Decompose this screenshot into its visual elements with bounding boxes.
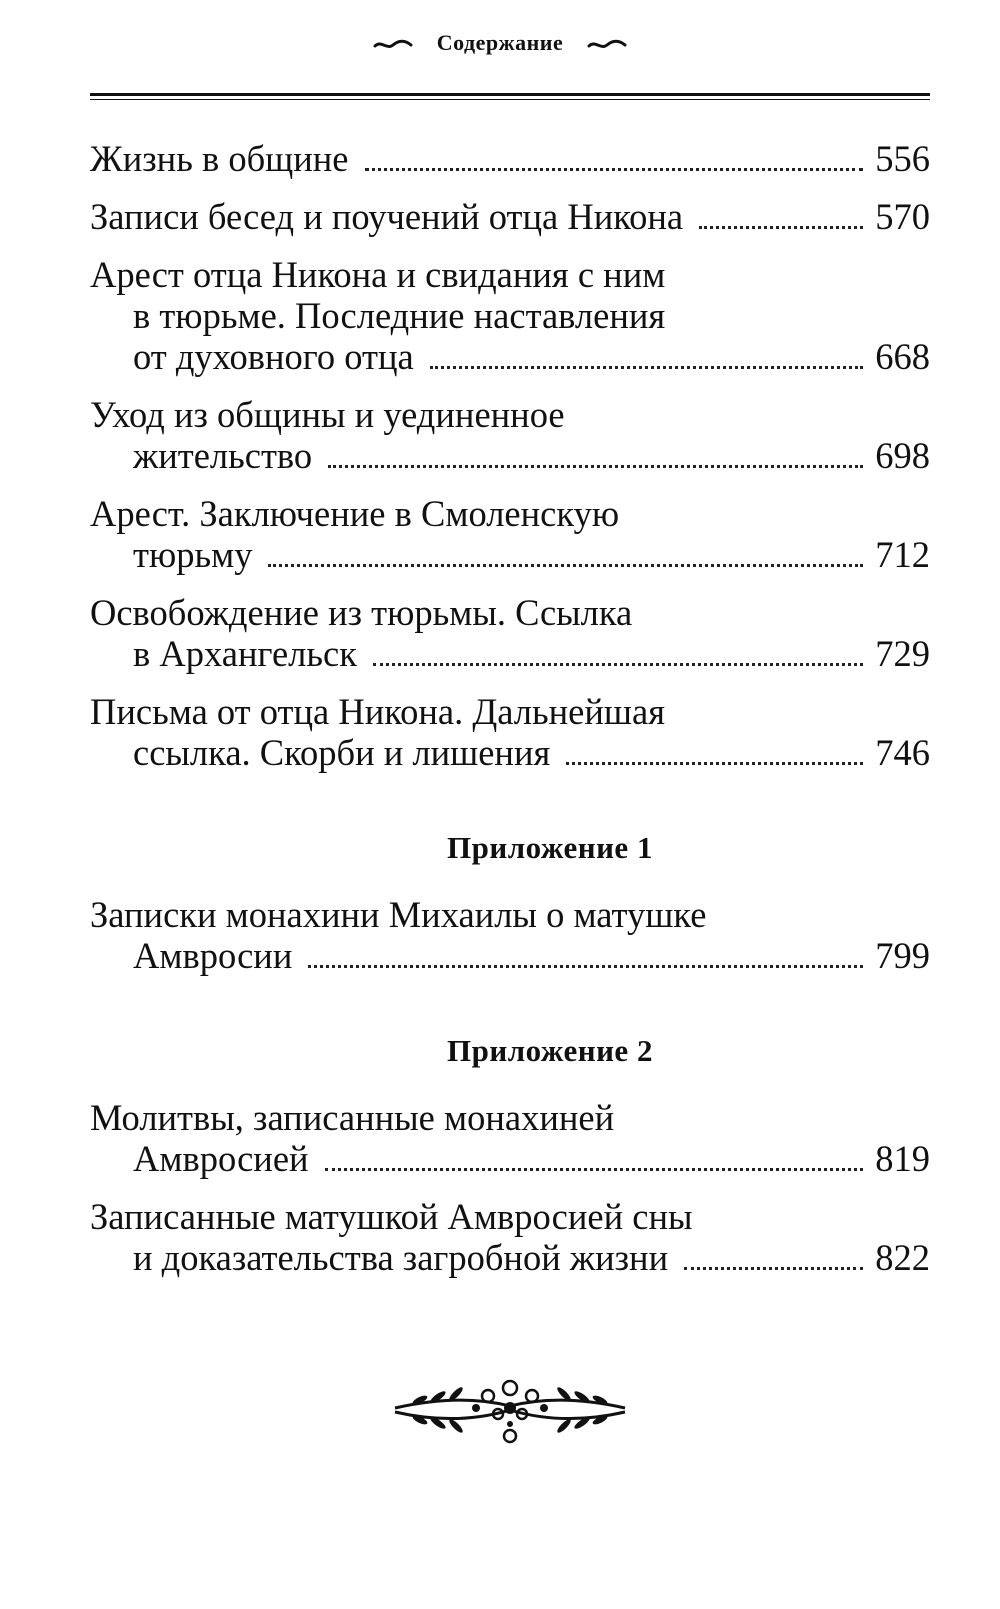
- toc-entry-line: [90, 1138, 930, 1179]
- dot-leader: [328, 465, 863, 468]
- toc-entry-title-line: от духовного отца: [133, 336, 414, 377]
- dot-leader: [373, 663, 863, 666]
- toc-entry-title-line: Записанные матушкой Амвросией сны: [90, 1196, 693, 1237]
- toc-entry-line: [90, 592, 930, 633]
- toc-entry[interactable]: [90, 894, 930, 976]
- toc-entry-line: [90, 435, 930, 476]
- toc-page-number: 729: [875, 633, 930, 674]
- toc-entry-line: [90, 138, 930, 179]
- toc-entry[interactable]: [90, 196, 930, 237]
- toc-entry-line: [90, 633, 930, 674]
- toc-entry[interactable]: [90, 493, 930, 575]
- toc-entry-line: [90, 691, 930, 732]
- toc-entry-title-line: ссылка. Скорби и лишения: [133, 732, 551, 773]
- toc-entry-title-line: жительство: [133, 435, 313, 476]
- toc-entry[interactable]: [90, 691, 930, 773]
- toc-entry-title-line: Арест отца Никона и свидания с ним: [90, 254, 666, 295]
- toc-page-number: 822: [875, 1237, 930, 1278]
- toc-entry-title-line: Записи бесед и поучений отца Никона: [90, 196, 684, 237]
- running-header: [0, 30, 1000, 56]
- toc-page-number: 556: [875, 138, 930, 179]
- toc-entry-title-line: Освобождение из тюрьмы. Ссылка: [90, 592, 633, 633]
- toc-page-number: 570: [875, 196, 930, 237]
- floral-ornament-icon: [390, 1370, 630, 1450]
- toc-entry-line: [90, 493, 930, 534]
- toc-entry-title-line: Жизнь в общине: [90, 138, 349, 179]
- toc-page-number: 799: [875, 935, 930, 976]
- toc-page-number: 746: [875, 732, 930, 773]
- appendix-2-title: Приложение 2: [447, 1033, 653, 1068]
- toc-entry[interactable]: [90, 254, 930, 377]
- toc-entry-title-line: Арест. Заключение в Смоленскую: [90, 493, 620, 534]
- toc-entry-title-line: Амвросией: [133, 1138, 309, 1179]
- toc-entry-line: [90, 894, 930, 935]
- toc-entry-title-line: Амвросии: [133, 935, 293, 976]
- toc-page-number: 698: [875, 435, 930, 476]
- dot-leader: [566, 762, 863, 765]
- dot-leader: [308, 965, 863, 968]
- toc-entry-line: [90, 1097, 930, 1138]
- toc-entry-title-line: и доказательства загробной жизни: [133, 1237, 669, 1278]
- table-of-contents: [90, 138, 930, 1295]
- toc-entry[interactable]: [90, 592, 930, 674]
- toc-page-number: 819: [875, 1138, 930, 1179]
- dot-leader: [699, 226, 863, 229]
- toc-entry-title-line: в Архангельск: [133, 633, 357, 674]
- appendix-1-entries: [90, 894, 930, 976]
- toc-entry[interactable]: [90, 1097, 930, 1179]
- dot-leader: [430, 366, 864, 369]
- header-rule-thick: [90, 93, 930, 96]
- toc-entry-title-line: Молитвы, записанные монахиней: [90, 1097, 615, 1138]
- toc-entry-line: [90, 534, 930, 575]
- toc-entry[interactable]: [90, 394, 930, 476]
- dot-leader: [684, 1267, 863, 1270]
- toc-entry-title-line: Уход из общины и уединенное: [90, 394, 565, 435]
- swash-right-icon: [587, 38, 627, 52]
- toc-entry-title-line: Записки монахини Михаилы о матушке: [90, 894, 707, 935]
- toc-entry-line: [90, 1196, 930, 1237]
- header-title: Содержание: [436, 30, 564, 55]
- toc-entry[interactable]: [90, 138, 930, 179]
- toc-page-number: 712: [875, 534, 930, 575]
- toc-entry-title-line: тюрьму: [133, 534, 253, 575]
- toc-entry-line: [90, 1237, 930, 1278]
- toc-page-number: 668: [875, 336, 930, 377]
- toc-entry[interactable]: [90, 1196, 930, 1278]
- toc-entry-line: [90, 196, 930, 237]
- swash-left-icon: [373, 38, 413, 52]
- toc-entry-title-line: в тюрьме. Последние наставления: [133, 295, 666, 336]
- toc-entry-line: [90, 254, 930, 295]
- toc-entry-line: [90, 935, 930, 976]
- dot-leader: [268, 564, 863, 567]
- toc-main-entries: [90, 138, 930, 773]
- toc-entry-title-line: Письма от отца Никона. Дальнейшая: [90, 691, 665, 732]
- appendix-2-entries: [90, 1097, 930, 1278]
- dot-leader: [325, 1168, 864, 1171]
- toc-entry-line: [90, 295, 930, 336]
- dot-leader: [365, 168, 864, 171]
- header-rule-thin: [90, 99, 930, 100]
- toc-entry-line: [90, 336, 930, 377]
- toc-entry-line: [90, 394, 930, 435]
- toc-entry-line: [90, 732, 930, 773]
- appendix-1-title: Приложение 1: [447, 830, 653, 865]
